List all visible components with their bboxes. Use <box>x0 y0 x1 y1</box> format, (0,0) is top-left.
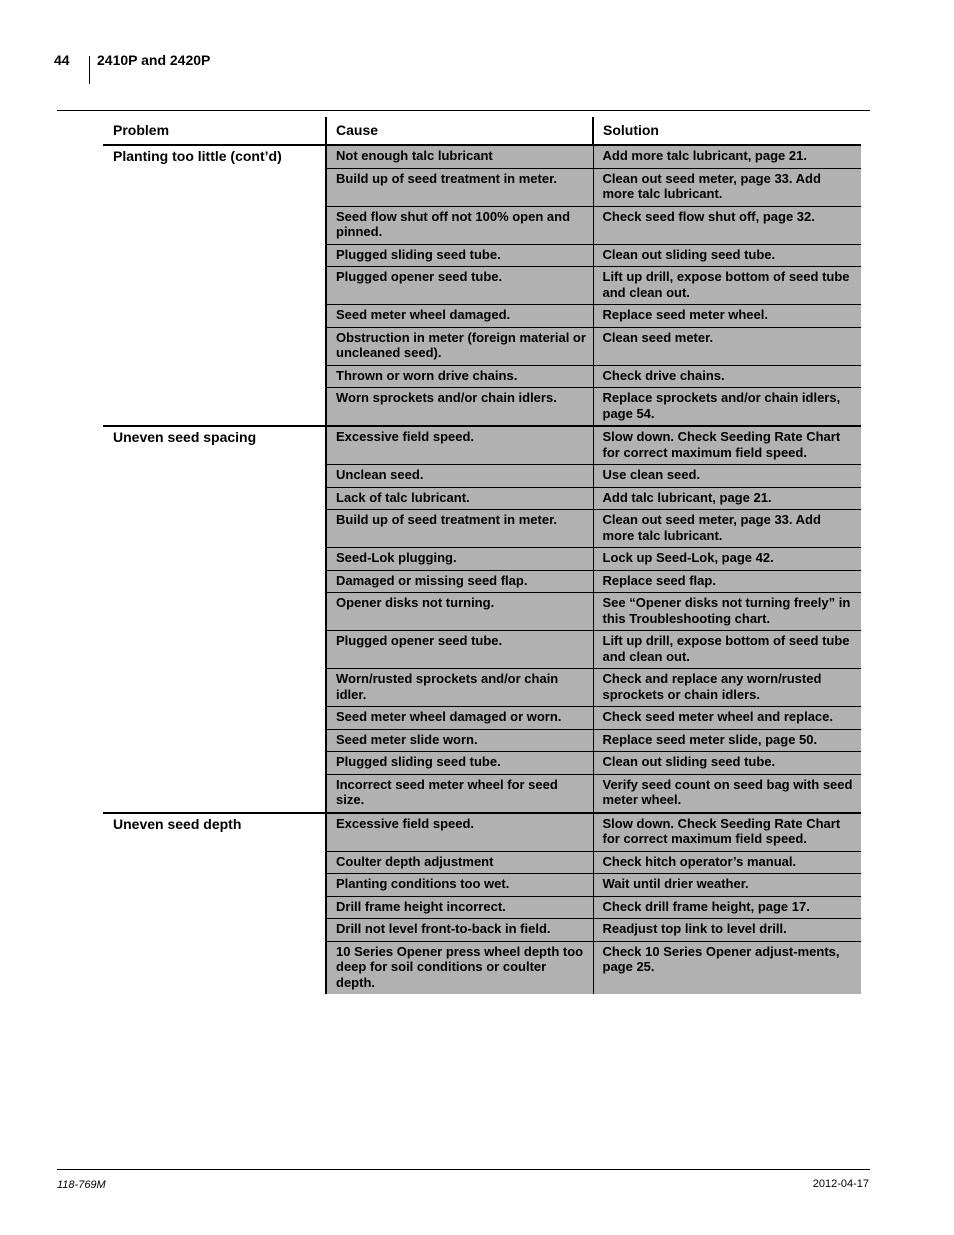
solution-cell: Check seed flow shut off, page 32. <box>593 206 861 244</box>
solution-cell: Check drill frame height, page 17. <box>593 896 861 919</box>
solution-cell: Replace seed meter wheel. <box>593 305 861 328</box>
solution-cell: Readjust top link to level drill. <box>593 919 861 942</box>
problem-cell: Uneven seed depth <box>103 813 326 995</box>
page-title: 2410P and 2420P <box>97 52 211 68</box>
cause-cell: Plugged opener seed tube. <box>326 267 593 305</box>
cause-cell: Plugged sliding seed tube. <box>326 752 593 775</box>
cause-cell: Excessive field speed. <box>326 813 593 852</box>
header-problem: Problem <box>103 117 326 145</box>
solution-cell: Replace seed meter slide, page 50. <box>593 729 861 752</box>
solution-cell: Lock up Seed-Lok, page 42. <box>593 548 861 571</box>
table-body <box>103 145 861 994</box>
table-row <box>103 813 861 852</box>
solution-cell: Lift up drill, expose bottom of seed tube and clean out. <box>593 267 861 305</box>
document-date: 2012-04-17 <box>812 1178 869 1190</box>
cause-cell: Seed meter wheel damaged or worn. <box>326 707 593 730</box>
solution-cell: Clean seed meter. <box>593 327 861 365</box>
solution-cell: Verify seed count on seed bag with seed meter wheel. <box>593 774 861 813</box>
solution-cell: See “Opener disks not turning freely” in this Troubleshooting chart. <box>593 593 861 631</box>
cause-cell: Damaged or missing seed flap. <box>326 570 593 593</box>
document-number: 118-769M <box>57 1179 106 1191</box>
bottom-rule <box>57 1169 870 1170</box>
cause-cell: Incorrect seed meter wheel for seed size. <box>326 774 593 813</box>
page-number: 44 <box>54 52 70 68</box>
cause-cell: Plugged sliding seed tube. <box>326 244 593 267</box>
header-solution: Solution <box>593 117 861 145</box>
cause-cell: Opener disks not turning. <box>326 593 593 631</box>
solution-cell: Replace seed flap. <box>593 570 861 593</box>
header-divider <box>89 56 90 84</box>
solution-cell: Clean out sliding seed tube. <box>593 752 861 775</box>
cause-cell: Worn/rusted sprockets and/or chain idler. <box>326 669 593 707</box>
cause-cell: Excessive field speed. <box>326 426 593 465</box>
troubleshooting-table <box>103 117 861 994</box>
solution-cell: Check and replace any worn/rusted sprockets or chain idlers. <box>593 669 861 707</box>
solution-cell: Use clean seed. <box>593 465 861 488</box>
solution-cell: Clean out seed meter, page 33. Add more talc lubricant. <box>593 510 861 548</box>
solution-cell: Check seed meter wheel and replace. <box>593 707 861 730</box>
problem-cell: Uneven seed spacing <box>103 426 326 813</box>
cause-cell: Coulter depth adjustment <box>326 851 593 874</box>
cause-cell: Drill frame height incorrect. <box>326 896 593 919</box>
problem-cell: Planting too little (cont’d) <box>103 145 326 426</box>
solution-cell: Slow down. Check Seeding Rate Chart for correct maximum field speed. <box>593 426 861 465</box>
solution-cell: Clean out seed meter, page 33. Add more talc lubricant. <box>593 168 861 206</box>
solution-cell: Wait until drier weather. <box>593 874 861 897</box>
cause-cell: Seed meter slide worn. <box>326 729 593 752</box>
header-cause: Cause <box>326 117 593 145</box>
cause-cell: Unclean seed. <box>326 465 593 488</box>
cause-cell: Build up of seed treatment in meter. <box>326 168 593 206</box>
solution-cell: Check 10 Series Opener adjust-ments, page 25. <box>593 941 861 994</box>
table-header-row <box>103 117 861 145</box>
solution-cell: Replace sprockets and/or chain idlers, page 54. <box>593 388 861 427</box>
cause-cell: 10 Series Opener press wheel depth too deep for soil conditions or coulter depth. <box>326 941 593 994</box>
table-row <box>103 426 861 465</box>
cause-cell: Thrown or worn drive chains. <box>326 365 593 388</box>
cause-cell: Worn sprockets and/or chain idlers. <box>326 388 593 427</box>
solution-cell: Add more talc lubricant, page 21. <box>593 145 861 168</box>
cause-cell: Planting conditions too wet. <box>326 874 593 897</box>
cause-cell: Seed meter wheel damaged. <box>326 305 593 328</box>
top-rule <box>57 110 870 111</box>
cause-cell: Plugged opener seed tube. <box>326 631 593 669</box>
solution-cell: Check hitch operator’s manual. <box>593 851 861 874</box>
solution-cell: Lift up drill, expose bottom of seed tube and clean out. <box>593 631 861 669</box>
table-row <box>103 145 861 168</box>
cause-cell: Lack of talc lubricant. <box>326 487 593 510</box>
solution-cell: Check drive chains. <box>593 365 861 388</box>
cause-cell: Seed-Lok plugging. <box>326 548 593 571</box>
cause-cell: Not enough talc lubricant <box>326 145 593 168</box>
cause-cell: Obstruction in meter (foreign material or uncleaned seed). <box>326 327 593 365</box>
cause-cell: Drill not level front-to-back in field. <box>326 919 593 942</box>
cause-cell: Build up of seed treatment in meter. <box>326 510 593 548</box>
solution-cell: Add talc lubricant, page 21. <box>593 487 861 510</box>
solution-cell: Clean out sliding seed tube. <box>593 244 861 267</box>
cause-cell: Seed flow shut off not 100% open and pinned. <box>326 206 593 244</box>
solution-cell: Slow down. Check Seeding Rate Chart for correct maximum field speed. <box>593 813 861 852</box>
